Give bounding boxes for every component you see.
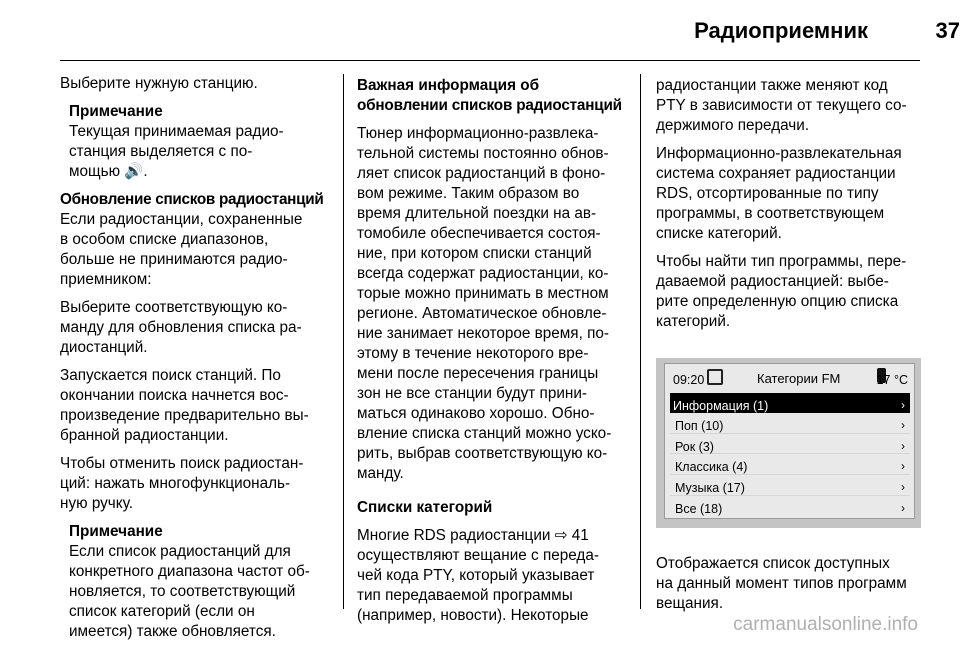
back-icon xyxy=(707,369,723,385)
paragraph: Тюнер информационно-развлека- тельной системы постоянно обнов- ляет список радиостанций в фоно- вом режиме. Таким образом во время длительной поездки на ав- томобиле обеспечивается состоя- ние, при котором списки станций всегда содержат радиостанции, ко- торые можно принимать в местном регионе. Автоматическое обновле- ние занимает некоторое время, по- этому в течение некоторого вре- мени после пересечения границы зон не все станции будут прини- маться одинаково хорошо. Обно- вление списка станций можно уско- рить, выбрав соответствующую ко- манду. xyxy=(357,125,612,482)
note-title: Примечание xyxy=(69,103,163,120)
paragraph: Чтобы отменить поиск радиостан- ций: нажать многофункциональ- ную ручку. xyxy=(60,455,304,512)
paragraph: Если радиостанции, сохраненные в особом списке диапазонов, больше не принимаются радио- приемником: xyxy=(60,211,303,288)
note-category-update: Примечание Если список радиостанций для конкретного диапазона частот об- новляется, то соответствующий список категорий (если он имеется) также обновляется. xyxy=(60,522,335,642)
paragraph: Выберите соответствующую ко- манду для обновления списка ра- диостанций. xyxy=(60,299,302,356)
page-title: Радиоприемник xyxy=(694,18,868,43)
screen-title: Категории FM xyxy=(757,371,841,386)
column-divider-2 xyxy=(640,74,641,609)
category-item[interactable]: Поп (10) › xyxy=(670,413,910,434)
intro-text: Выберите нужную станцию. xyxy=(60,75,258,92)
radio-screen-figure xyxy=(656,358,921,528)
paragraph: радиостанции также меняют код PTY в зависимости от текущего со- держимого передачи. xyxy=(656,77,907,134)
column-divider-1 xyxy=(343,74,344,609)
screen-time: 09:20 xyxy=(673,373,705,387)
category-item-selected[interactable]: Информация (1) › xyxy=(670,393,910,413)
paragraph: Чтобы найти тип программы, пере- даваемой радиостанцией: выбе- рите определенную опцию списка категорий. xyxy=(656,253,907,330)
radio-screen xyxy=(664,363,915,519)
section-heading-important-info: Важная информация об обновлении списков радиостанций xyxy=(357,77,622,114)
screen-status-bar xyxy=(665,364,914,390)
category-item[interactable]: Рок (3) › xyxy=(670,434,910,455)
chevron-right-icon: › xyxy=(901,398,905,412)
category-list xyxy=(670,393,910,516)
column-2 xyxy=(357,76,629,634)
screen-temperature: 17 °C xyxy=(876,373,908,387)
column-1 xyxy=(60,74,335,650)
column-3 xyxy=(656,76,922,622)
chevron-right-icon: › xyxy=(901,480,905,495)
paragraph: Запускается поиск станций. По окончании поиска начнется вос- произведение предварительно вы- бранной радиостанции. xyxy=(60,367,309,444)
paragraph: Многие RDS радиостанции ⇨ 41 осуществляют вещание с переда- чей кода PTY, который указывает тип передаваемой программы (например, новости). Некоторые xyxy=(357,527,599,624)
chevron-right-icon: › xyxy=(901,438,905,453)
chevron-right-icon: › xyxy=(901,417,905,432)
note-current-station: Примечание Текущая принимаемая радио- станция выделяется с по- мощью 🔊. xyxy=(60,102,335,182)
category-item[interactable]: Все (18) › xyxy=(670,496,910,516)
section-heading-category-lists: Списки категорий xyxy=(357,499,493,516)
category-item[interactable]: Классика (4) › xyxy=(670,454,910,475)
paragraph: Отображается список доступных на данный момент типов программ вещания. xyxy=(656,555,907,612)
footer-watermark: carmanualsonline.info xyxy=(733,614,918,635)
paragraph: Информационно-развлекательная система сохраняет радиостанции RDS, отсортированные по типу программы, в соответствующем списке категорий. xyxy=(656,145,902,242)
note-title: Примечание xyxy=(69,523,163,540)
section-heading-update-lists: Обновление списков радиостанций xyxy=(60,191,324,208)
category-item[interactable]: Музыка (17) › xyxy=(670,475,910,496)
page-number: 37 xyxy=(935,18,960,43)
header-divider xyxy=(60,60,920,61)
chevron-right-icon: › xyxy=(901,459,905,474)
chevron-right-icon: › xyxy=(901,500,905,515)
